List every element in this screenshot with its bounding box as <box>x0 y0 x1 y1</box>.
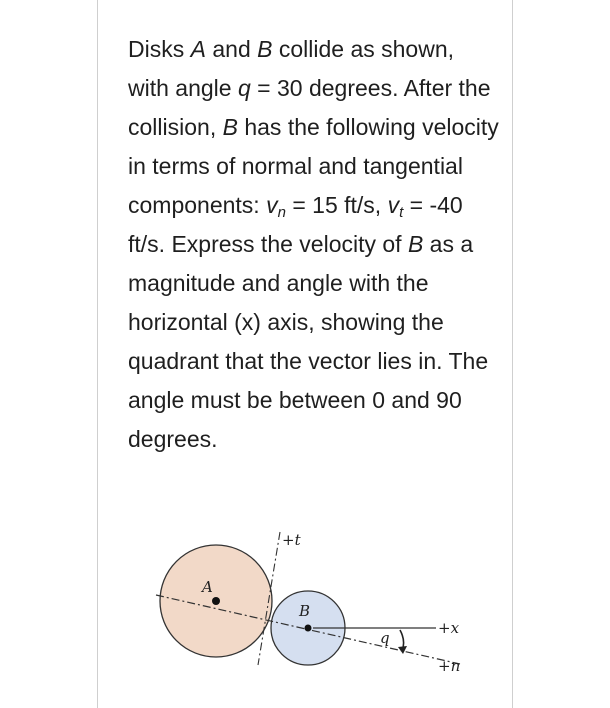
vn-symbol: v <box>266 192 278 218</box>
text-segment: and <box>205 36 258 62</box>
text-segment: = 30 degrees. After the collision, <box>128 75 491 140</box>
angle-symbol: q <box>237 75 251 101</box>
text-segment: collide as shown, with angle <box>128 36 455 101</box>
disk-b-symbol: B <box>257 36 273 62</box>
problem-text <box>128 30 500 459</box>
vt-value: = -40 ft/s. Express the velocity of <box>128 192 463 257</box>
vt-symbol: v <box>387 192 400 218</box>
label-angle: q <box>380 629 390 647</box>
problem-card <box>97 0 513 708</box>
vn-subscript: n <box>277 204 286 221</box>
text-segment: Disks <box>128 36 191 62</box>
collision-diagram <box>148 530 478 680</box>
disk-a-symbol: A <box>190 36 206 62</box>
label-x-axis: +x <box>438 619 460 637</box>
vn-value: = 15 ft/s, <box>285 192 388 218</box>
disk-b-symbol: B <box>407 231 424 257</box>
label-a: A <box>202 578 213 596</box>
center-a <box>212 597 220 605</box>
disk-b-symbol: B <box>222 114 238 140</box>
text-segment: as a magnitude and angle with the horizontal (x) axis, showing the quadrant that the vector lies in. The angle must be between 0 and 90 degrees. <box>128 231 489 452</box>
label-n-axis: +n <box>438 657 461 675</box>
label-b: B <box>299 602 311 620</box>
angle-arrowhead <box>398 646 407 654</box>
vt-subscript: t <box>399 204 404 221</box>
label-t-axis: +t <box>282 531 301 549</box>
center-b <box>305 625 312 632</box>
text-segment: has the following velocity in terms of normal and tangential components: <box>128 114 499 218</box>
